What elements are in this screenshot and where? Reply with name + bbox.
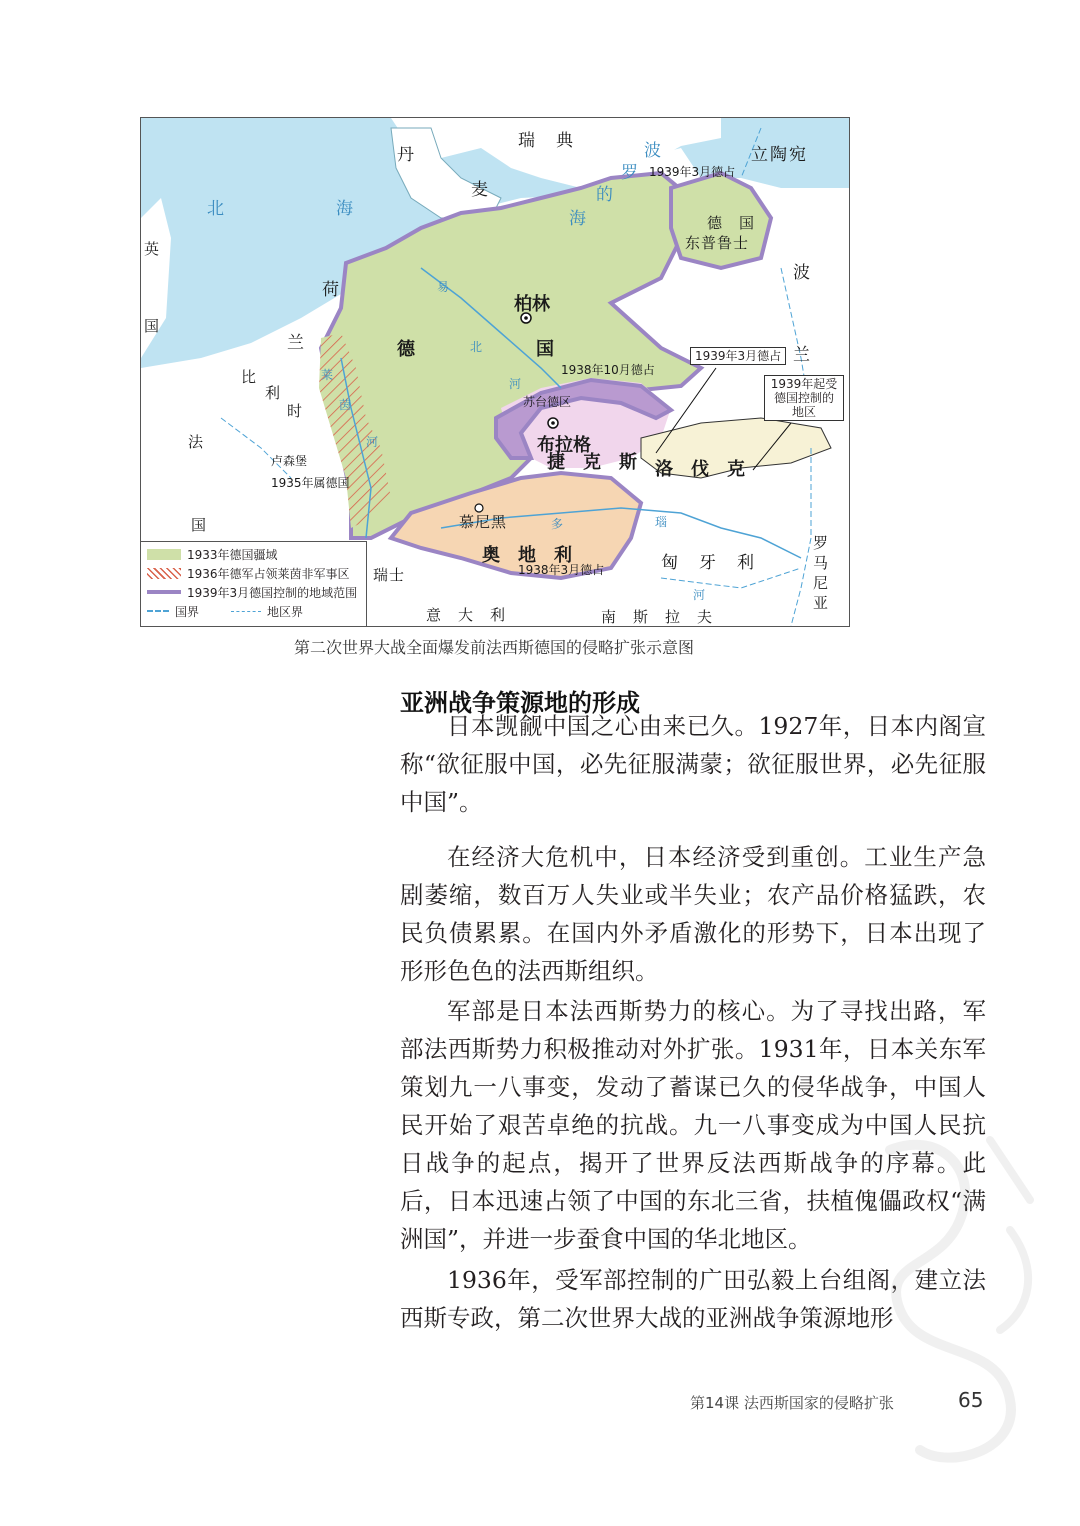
label-rhine-2: 茵 <box>339 398 352 412</box>
label-netherlands-1: 荷 <box>322 280 341 300</box>
label-baltic-1: 波 <box>644 141 661 161</box>
callout-controlled-1939: 1939年起受德国控制的地区 <box>764 375 844 421</box>
legend-item-rhineland-1936 <box>147 565 350 581</box>
paragraph-4: 1936年，受军部控制的广田弘毅上台组阁，建立法西斯专政，第二次世界大战的亚洲战争策源地形 <box>400 1266 986 1332</box>
label-hungary: 匈 牙 利 <box>661 553 756 573</box>
legend-label-germany: 1933年德国疆域 <box>187 547 278 562</box>
label-east-prussia-2: 东普鲁士 <box>685 234 750 252</box>
label-baltic-4: 海 <box>569 209 586 229</box>
footer-lesson-title: 第14课 法西斯国家的侵略扩张 <box>690 1394 894 1412</box>
callout-march-1939: 1939年3月德占 <box>690 347 786 365</box>
legend-swatch-germany <box>147 549 181 560</box>
label-danube2-1: 瑙 <box>655 515 668 529</box>
label-switzerland: 瑞士 <box>373 566 406 584</box>
label-germany-2: 国 <box>536 339 554 360</box>
label-austria: 奥 地 利 <box>482 545 572 566</box>
label-memel: 1939年3月德占 <box>649 165 736 179</box>
label-belgium-2: 利 <box>265 384 282 402</box>
label-lithuania: 立陶宛 <box>751 145 808 165</box>
paragraph-3: 军部是日本法西斯势力的核心。为了寻找出路，军部法西斯势力积极推动对外扩张。1931年，日本关东军策划九一八事变，发动了蓄谋已久的侵华战争，中国人民开始了艰苦卓绝的抗战。九一八事变成为中国人民抗日战争的起点，揭开了世界反法西斯战争的序幕。此后，日本迅速占领了中国的东北三省，扶植傀儡政权“满洲国”，并进一步蚕食中国的华北地区。 <box>400 997 986 1253</box>
legend-item-controlled-1939 <box>147 584 357 600</box>
label-germany-1: 德 <box>397 339 415 360</box>
label-poland-2: 兰 <box>793 345 812 365</box>
berlin-marker-dot <box>524 316 528 320</box>
label-denmark-2: 麦 <box>471 180 490 200</box>
label-denmark-1: 丹 <box>397 145 416 165</box>
legend-label-rhineland: 1936年德军占领莱茵非军事区 <box>187 566 350 581</box>
label-luxembourg: 卢森堡 <box>271 454 308 468</box>
label-yugoslavia: 南 斯 拉 夫 <box>601 608 714 626</box>
label-belgium-1: 比 <box>241 368 258 386</box>
legend-item-germany-1933 <box>147 546 278 562</box>
label-prague: 布拉格 <box>537 435 591 456</box>
page-number: 65 <box>958 1388 984 1412</box>
legend-swatch-national-border <box>147 610 169 612</box>
label-danube2-2: 河 <box>693 588 706 602</box>
watermark-decoration <box>860 1110 1060 1490</box>
prague-marker-dot <box>551 421 555 425</box>
label-munich: 慕尼黑 <box>459 513 508 531</box>
legend-swatch-controlled <box>147 590 181 594</box>
label-east-prussia-1: 德 国 <box>707 214 756 232</box>
label-belgium-3: 时 <box>287 402 304 420</box>
map-figure <box>140 117 850 627</box>
legend-item-borders <box>147 603 303 619</box>
label-france-1: 法 <box>188 433 205 451</box>
label-berlin: 柏林 <box>514 294 550 315</box>
map-caption: 第二次世界大战全面爆发前法西斯德国的侵略扩张示意图 <box>293 638 694 657</box>
label-slovakia: 洛 伐 克 <box>655 459 745 480</box>
label-north-sea-1: 北 <box>207 199 224 219</box>
label-baltic-2: 罗 <box>621 163 638 183</box>
section-title: 亚洲战争策源地的形成 <box>400 689 640 717</box>
legend-swatch-rhineland <box>147 568 181 579</box>
label-elbe-3: 河 <box>509 377 522 391</box>
label-saar: 1935年属德国 <box>271 476 350 490</box>
legend-swatch-regional-border <box>231 611 261 612</box>
label-baltic-3: 的 <box>596 185 613 205</box>
label-rhine-3: 河 <box>366 435 379 449</box>
label-france-2: 国 <box>191 516 208 534</box>
label-north-sea-2: 海 <box>336 199 353 219</box>
label-italy: 意 大 利 <box>426 606 507 624</box>
legend-label-national-border: 国界 <box>175 604 200 619</box>
label-netherlands-2: 兰 <box>287 333 306 353</box>
label-danube: 多 <box>551 517 564 531</box>
map-legend <box>141 541 367 626</box>
label-elbe-2: 北 <box>470 340 483 354</box>
legend-label-regional-border: 地区界 <box>267 604 304 619</box>
label-sudeten: 苏台德区 <box>523 395 572 409</box>
paragraph-2: 在经济大危机中，日本经济受到重创。工业生产急剧萎缩，数百万人失业或半失业；农产品价格猛跌，农民负债累累。在国内外矛盾激化的形势下，日本出现了形形色色的法西斯组织。 <box>400 843 986 985</box>
label-elbe-1: 易 <box>437 280 450 294</box>
label-austria-date: 1938年3月德占 <box>518 563 605 577</box>
paragraph-1: 日本觊觎中国之心由来已久。1927年，日本内阁宣称“欲征服中国，必先征服满蒙；欲征服世界，必先征服中国”。 <box>400 712 986 816</box>
legend-label-controlled: 1939年3月德国控制的地域范围 <box>187 585 358 600</box>
label-sweden: 瑞 典 <box>518 131 575 151</box>
label-england-2: 国 <box>144 317 161 335</box>
label-sudeten-date: 1938年10月德占 <box>561 363 655 377</box>
label-poland-1: 波 <box>793 263 812 283</box>
label-rhine-1: 莱 <box>321 368 334 382</box>
label-england-1: 英 <box>144 240 161 258</box>
label-czech: 捷 克 斯 <box>547 452 637 473</box>
label-romania: 罗马尼亚 <box>813 534 830 612</box>
